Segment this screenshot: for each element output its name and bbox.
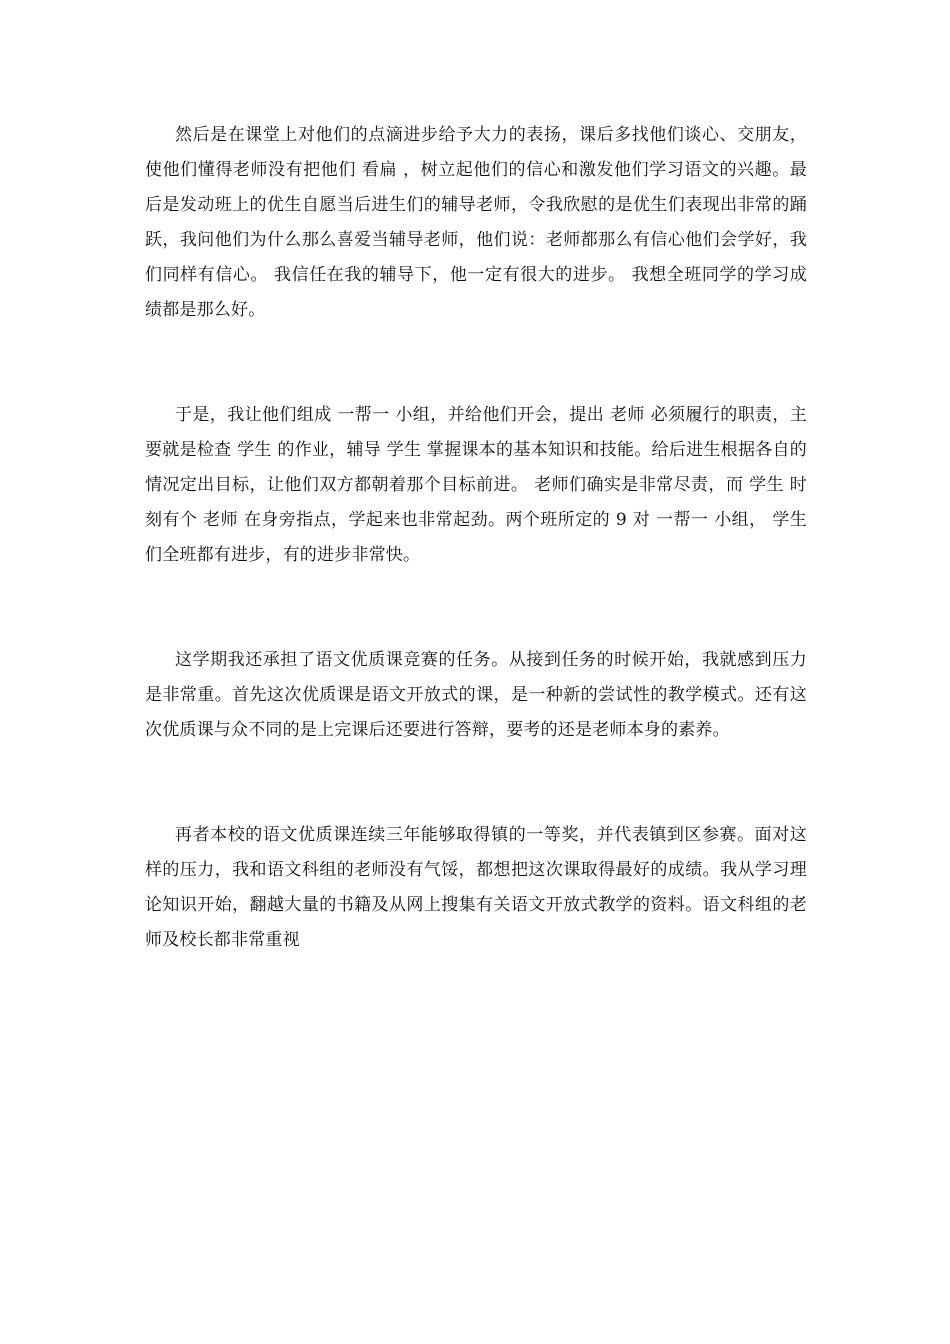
- paragraph-1: 然后是在课堂上对他们的点滴进步给予大力的表扬，课后多找他们谈心、交朋友，使他们懂得老师没有把他们 看扁 ，树立起他们的信心和激发他们学习语文的兴趣。最后是发动班上的优生自愿当后进生们的辅导老师，令我欣慰的是优生们表现出非常的踊跃，我问他们为什么那么喜爱当辅导老师，他们说：老师都那么有信心他们会学好，我们同样有信心。 我信任在我的辅导下，他一定有很大的进步。 我想全班同学的学习成绩都是那么好。: [145, 125, 807, 320]
- paragraph-4: 再者本校的语文优质课连续三年能够取得镇的一等奖，并代表镇到区参赛。面对这样的压力，我和语文科组的老师没有气馁，都想把这次课取得最好的成绩。我从学习理论知识开始，翻越大量的书籍及从网上搜集有关语文开放式教学的资料。语文科组的老师及校长都非常重视: [145, 825, 807, 950]
- paragraph-2: 于是，我让他们组成 一帮一 小组，并给他们开会，提出 老师 必须履行的职责，主要就是检查 学生 的作业，辅导 学生 掌握课本的基本知识和技能。给后进生根据各自的情况定出目标，让他们双方都朝着那个目标前进。 老师们确实是非常尽责，而 学生 时刻有个 老师 在身旁指点，学起来也非常起劲。两个班所定的 9 对 一帮一 小组， 学生 们全班都有进步，有的进步非常快。: [145, 405, 807, 565]
- paragraph-3: 这学期我还承担了语文优质课竞赛的任务。从接到任务的时候开始，我就感到压力是非常重。首先这次优质课是语文开放式的课，是一种新的尝试性的教学模式。还有这次优质课与众不同的是上完课后还要进行答辩，要考的还是老师本身的素养。: [145, 650, 807, 740]
- document-body: [145, 118, 807, 958]
